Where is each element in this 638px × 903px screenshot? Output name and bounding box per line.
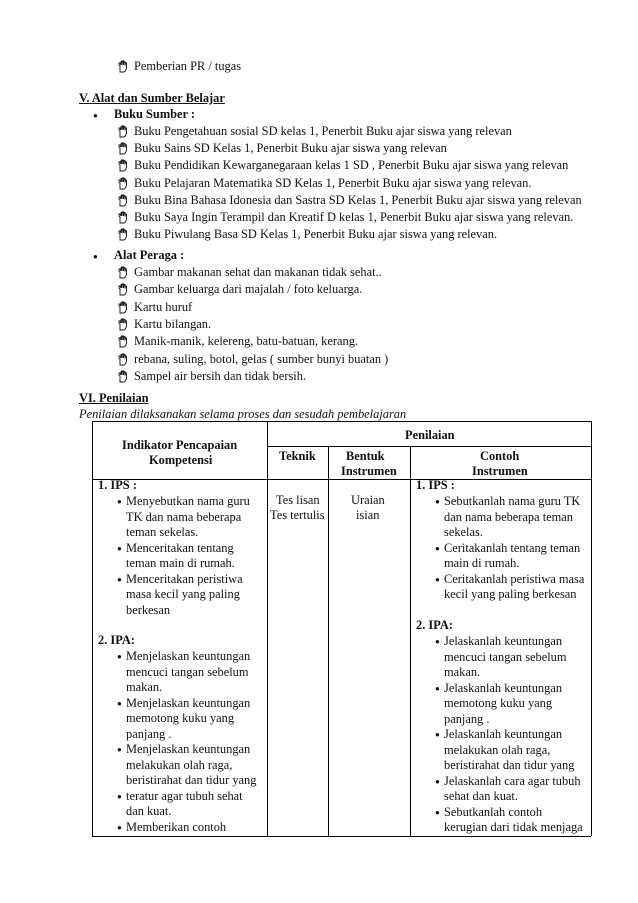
header-penilaian: Penilaian — [405, 428, 455, 442]
bullet-dot-icon: ● — [117, 698, 122, 708]
buku-sumber-item: Buku Pelajaran Matematika SD Kelas 1, Penerbit Buku ajar siswa yang relevan. — [134, 175, 532, 190]
indikator-ips-line: berkesan — [126, 602, 171, 617]
contoh-ips-line: Ceritakanlah peristiwa masa — [444, 571, 585, 586]
indikator-ipa-line: panjang . — [126, 726, 172, 741]
indikator-ipa-line: dan kuat. — [126, 804, 172, 818]
bentuk-value: Uraian — [351, 493, 385, 507]
table-border-horizontal — [267, 446, 591, 447]
contoh-ips-line: sekelas. — [444, 525, 483, 539]
section-v-title: V. Alat dan Sumber Belajar — [79, 91, 225, 105]
alat-peraga-item: Kartu huruf — [134, 299, 193, 314]
indikator-ipa-line: teratur agar tubuh sehat — [126, 788, 243, 803]
pointing-hand-icon — [117, 142, 129, 155]
contoh-ips-line: Sebutkanlah nama guru TK — [444, 494, 581, 508]
buku-sumber-label: Buku Sumber : — [114, 107, 196, 121]
buku-sumber-item: Buku Piwulang Basa SD Kelas 1, Penerbit Buku ajar siswa yang relevan. — [134, 227, 498, 242]
header-bentuk-line2: Instrumen — [341, 464, 397, 478]
contoh-ipa-line: mencuci tangan sebelum — [444, 649, 567, 664]
contoh-ipa-line: memotong kuku yang — [444, 696, 553, 710]
pointing-hand-icon — [117, 194, 129, 207]
contoh-ips-line: Ceritakanlah tentang teman — [444, 540, 581, 555]
alat-peraga-item: Manik-manik, kelereng, batu-batuan, kerang. — [134, 334, 358, 349]
bullet-dot-icon: ● — [93, 252, 98, 261]
contoh-ipa-line: panjang . — [444, 711, 490, 726]
indikator-ipa-line: Menjelaskan keuntungan — [126, 695, 251, 710]
bullet-dot-icon: ● — [435, 776, 440, 786]
bullet-dot-icon: ● — [117, 574, 122, 584]
pointing-hand-icon — [117, 228, 129, 241]
indikator-ips-line: masa kecil yang paling — [126, 587, 240, 601]
contoh-ipa-line: makan. — [444, 665, 481, 679]
alat-peraga-item: Gambar makanan sehat dan makanan tidak sehat.. — [134, 265, 382, 279]
alat-peraga-item: Gambar keluarga dari majalah / foto keluarga. — [134, 282, 363, 297]
table-border-vertical — [267, 421, 268, 836]
contoh-ipa-line: Jelaskanlah cara agar tubuh — [444, 773, 581, 788]
indikator-ips-line: teman sekelas. — [126, 525, 199, 539]
bullet-dot-icon: ● — [117, 822, 122, 832]
pointing-hand-icon — [117, 335, 129, 348]
contoh-ips-heading: 1. IPS : — [416, 478, 455, 492]
buku-sumber-item: Buku Sains SD Kelas 1, Penerbit Buku ajar siswa yang relevan — [134, 141, 447, 156]
table-border-horizontal — [92, 421, 591, 422]
pointing-hand-icon — [117, 301, 129, 314]
bentuk-value: isian — [356, 508, 380, 522]
table-border-horizontal — [92, 479, 591, 480]
header-indikator-line2: Kompetensi — [149, 453, 213, 467]
pointing-hand-icon — [117, 283, 129, 296]
bullet-dot-icon: ● — [435, 807, 440, 817]
alat-peraga-item: Kartu bilangan. — [134, 316, 212, 331]
header-indikator-line1: Indikator Pencapaian — [122, 438, 238, 452]
buku-sumber-item: Buku Saya Ingin Terampil dan Kreatif D kelas 1, Penerbit Buku ajar siswa yang relevan. — [134, 210, 574, 224]
table-border-vertical — [328, 446, 329, 836]
contoh-ipa-line: Jelaskanlah keuntungan — [444, 634, 563, 648]
indikator-ipa-heading: 2. IPA: — [98, 633, 135, 647]
contoh-ips-line: kecil yang paling berkesan — [444, 587, 577, 601]
pointing-hand-icon — [117, 60, 129, 73]
contoh-ips-line: main di rumah. — [444, 556, 520, 570]
buku-sumber-item: Buku Pendidikan Kewarganegaraan kelas 1 SD , Penerbit Buku ajar siswa yang relevan — [134, 158, 569, 173]
indikator-ips-line: Menceritakan tentang — [126, 540, 234, 555]
alat-peraga-item: rebana, suling, botol, gelas ( sumber bunyi buatan ) — [134, 351, 389, 366]
contoh-ipa-heading: 2. IPA: — [416, 618, 453, 632]
bullet-dot-icon: ● — [117, 745, 122, 754]
table-border-vertical — [92, 421, 93, 836]
pointing-hand-icon — [117, 177, 129, 190]
header-teknik: Teknik — [279, 449, 316, 463]
contoh-ipa-line: kerugian dari tidak menjaga — [444, 820, 583, 834]
table-border-vertical — [591, 421, 592, 836]
indikator-ipa-line: mencuci tangan sebelum — [126, 664, 249, 679]
bullet-dot-icon: ● — [435, 683, 440, 693]
indikator-ipa-line: melakukan olah raga, — [126, 757, 233, 772]
indikator-ipa-line: Memberikan contoh — [126, 819, 227, 834]
bullet-dot-icon: ● — [435, 574, 440, 584]
pointing-hand-icon — [117, 353, 129, 366]
header-contoh-line1: Contoh — [480, 449, 520, 463]
contoh-ipa-line: beristirahat dan tidur yang — [444, 758, 575, 772]
indikator-ipa-line: makan. — [126, 680, 163, 694]
indikator-ips-line: teman main di rumah. — [126, 556, 235, 570]
indikator-ips-line: TK dan nama beberapa — [126, 509, 242, 524]
pointing-hand-icon — [117, 159, 129, 172]
contoh-ipa-line: sehat dan kuat. — [444, 789, 518, 803]
contoh-ips-line: dan nama beberapa teman — [444, 509, 574, 524]
indikator-ips-heading: 1. IPS : — [98, 478, 137, 492]
pointing-hand-icon — [117, 125, 129, 138]
bullet-dot-icon: ● — [117, 791, 122, 801]
bullet-dot-icon: ● — [435, 497, 440, 506]
header-contoh-line2: Instrumen — [472, 464, 528, 478]
alat-peraga-label: Alat Peraga : — [114, 248, 185, 262]
top-list-item: Pemberian PR / tugas — [134, 59, 242, 73]
bullet-dot-icon: ● — [117, 543, 122, 553]
pointing-hand-icon — [117, 211, 129, 224]
section-vi-subtitle: Penilaian dilaksanakan selama proses dan sesudah pembelajaran — [79, 407, 407, 421]
bullet-dot-icon: ● — [435, 730, 440, 739]
indikator-ipa-line: Menjelaskan keuntungan — [126, 649, 251, 663]
indikator-ips-line: Menyebutkan nama guru — [126, 494, 250, 508]
indikator-ipa-line: beristirahat dan tidur yang — [126, 773, 257, 787]
bullet-dot-icon: ● — [93, 111, 98, 120]
buku-sumber-item: Buku Pengetahuan sosial SD kelas 1, Penerbit Buku ajar siswa yang relevan — [134, 124, 512, 138]
indikator-ipa-line: memotong kuku yang — [126, 711, 235, 725]
contoh-ipa-line: melakukan olah raga, — [444, 742, 551, 757]
bullet-dot-icon: ● — [117, 652, 122, 661]
table-border-vertical — [410, 446, 411, 836]
pointing-hand-icon — [117, 318, 129, 331]
contoh-ipa-line: Jelaskanlah keuntungan — [444, 680, 563, 695]
contoh-ipa-line: Sebutkanlah contoh — [444, 804, 543, 819]
bullet-dot-icon: ● — [117, 497, 122, 506]
teknik-value: Tes lisan — [276, 493, 320, 507]
indikator-ips-line: Menceritakan peristiwa — [126, 571, 243, 586]
bullet-dot-icon: ● — [435, 637, 440, 646]
bullet-dot-icon: ● — [435, 543, 440, 553]
alat-peraga-item: Sampel air bersih dan tidak bersih. — [134, 368, 307, 383]
contoh-ipa-line: Jelaskanlah keuntungan — [444, 727, 563, 741]
teknik-value: Tes tertulis — [270, 508, 325, 522]
pointing-hand-icon — [117, 266, 129, 279]
pointing-hand-icon — [117, 370, 129, 383]
header-bentuk-line1: Bentuk — [346, 449, 385, 463]
buku-sumber-item: Buku Bina Bahasa Idonesia dan Sastra SD Kelas 1, Penerbit Buku ajar siswa yang relevan — [134, 192, 582, 207]
indikator-ipa-line: Menjelaskan keuntungan — [126, 742, 251, 756]
section-vi-title: VI. Penilaian — [79, 391, 149, 405]
table-border-horizontal — [92, 836, 591, 837]
